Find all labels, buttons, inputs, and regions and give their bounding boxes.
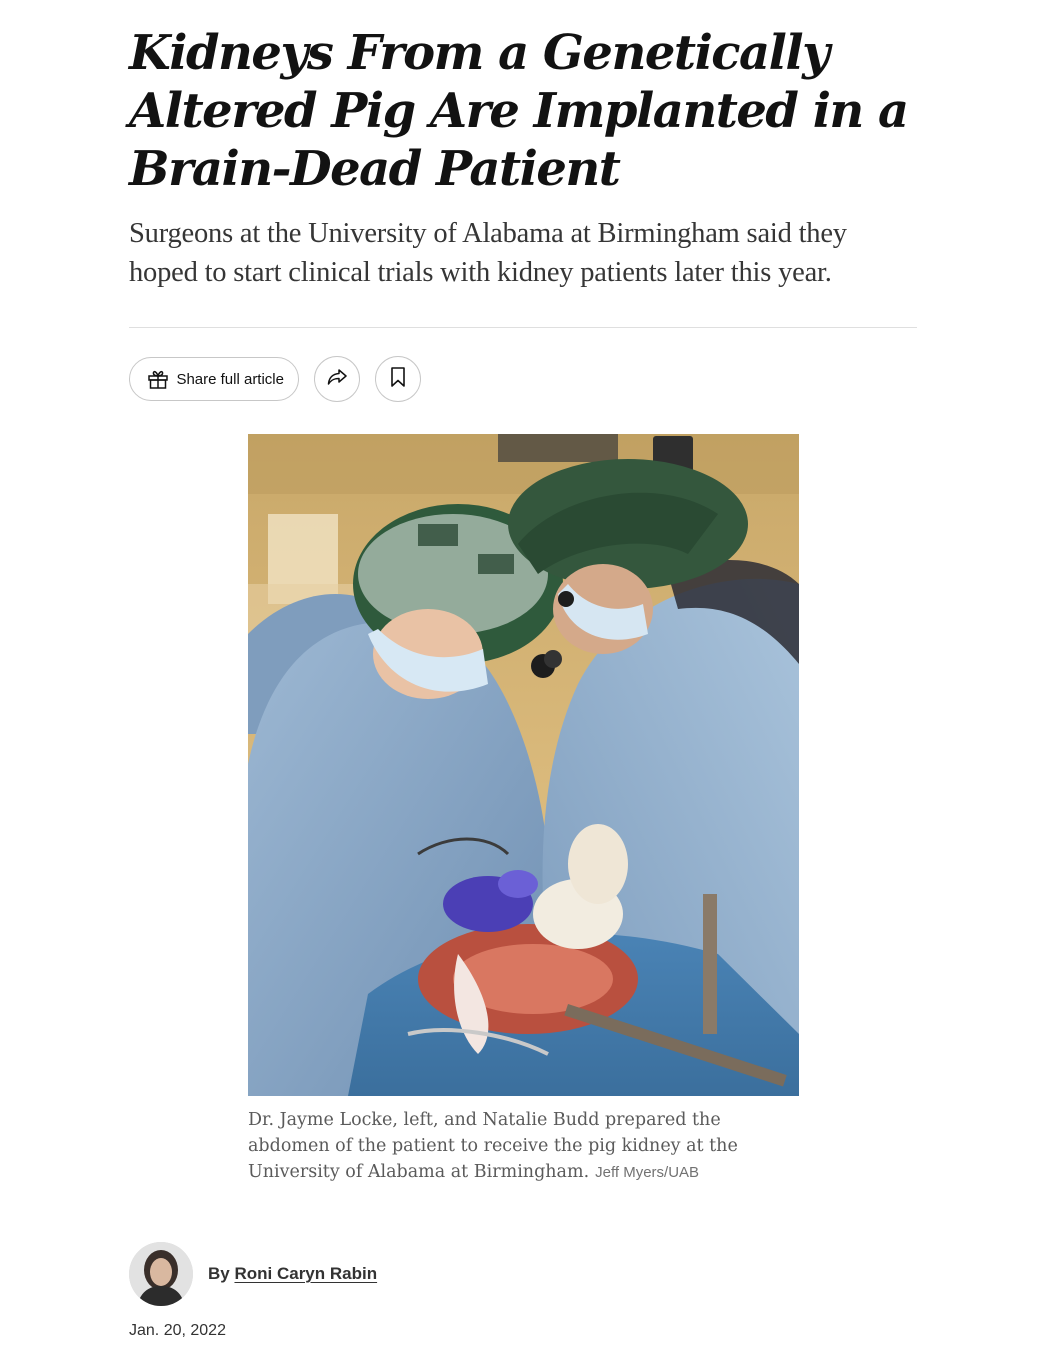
gift-icon — [145, 366, 170, 392]
bookmark-icon — [386, 365, 410, 394]
photo-credit: Jeff Myers/UAB — [595, 1164, 700, 1181]
headline: Kidneys From a Genetically Altered Pig Are Implanted in a Brain-Dead Patient — [129, 25, 908, 197]
byline-text — [208, 1264, 377, 1284]
author-avatar[interactable] — [129, 1242, 193, 1306]
lead-photo — [248, 434, 799, 1096]
photo-caption — [248, 1107, 748, 1186]
article-summary: Surgeons at the University of Alabama at Birmingham said they hoped to start clinical trials with kidney patients later this year. — [129, 218, 847, 288]
save-button[interactable] — [375, 356, 421, 402]
share-full-article-label: Share full article — [176, 370, 284, 388]
publish-date: Jan. 20, 2022 — [129, 1322, 226, 1339]
byline-prefix: By — [208, 1264, 230, 1283]
caption-text: Dr. Jayme Locke, left, and Natalie Budd prepared the abdomen of the patient to receive the pig kidney at the University of Alabama at Birmingham. — [248, 1110, 738, 1182]
author-link[interactable]: Roni Caryn Rabin — [234, 1264, 378, 1283]
share-arrow-icon — [325, 365, 349, 394]
byline — [129, 1242, 377, 1306]
share-toolbar — [129, 356, 421, 402]
divider — [129, 327, 917, 328]
share-full-article-button[interactable] — [129, 357, 299, 401]
surgery-photo — [248, 434, 799, 1096]
share-button[interactable] — [314, 356, 360, 402]
